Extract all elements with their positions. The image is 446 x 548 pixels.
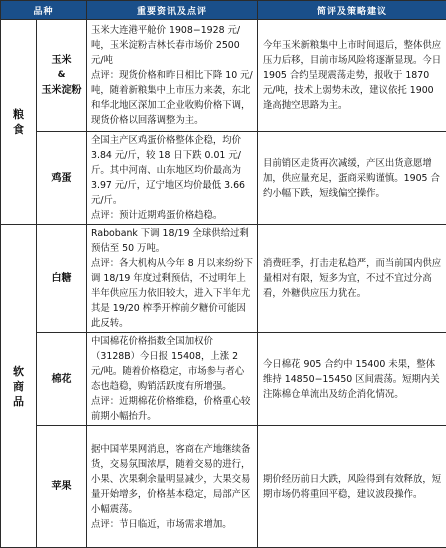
news-comment: 点评：近期棉花价格维稳，价格重心较前期小幅抬升。 — [91, 394, 253, 424]
variety-cell — [37, 225, 87, 333]
variety-name: 鸡蛋 — [52, 173, 72, 184]
news-paragraph: Rabobank 下调 18/19 全球供给过剩预估至 50 万吨。 — [91, 226, 253, 256]
variety-cell — [37, 333, 87, 426]
table-row — [1, 426, 446, 548]
news-comment: 点评：各大机构从今年 8 月以来纷纷下调 18/19 年度过剩预估，不过明年上半年供应压力依旧较大，进入下半年尤其是 19/20 榨季开榨前夕糖价可能因此反转。 — [91, 256, 253, 331]
table-row — [1, 333, 446, 426]
variety-name: 苹果 — [52, 481, 72, 492]
advice-cell: 目前销区走货再次减缓，产区出货意愿增加，供应量充足，蛋商采购谨慎。1905 合约小幅下跌，短线偏空操作。 — [258, 132, 446, 225]
table-row — [1, 132, 446, 225]
category-label: 粮食 — [13, 107, 25, 137]
news-cell — [87, 333, 258, 426]
table-header-row — [1, 1, 446, 20]
table-row — [1, 20, 446, 132]
variety-connector: & — [37, 68, 86, 83]
news-paragraph: 据中国苹果网消息，客商在产地继续备货，交易氛围浓厚，随着交易的进行，小果、次果剩余量明显减少，大果交易量开始增多，价格基本稳定，局部产区小幅震荡。 — [91, 442, 253, 517]
category-cell — [1, 225, 37, 548]
news-cell — [87, 225, 258, 333]
advice-cell: 消费旺季，打击走私趋严，而当前国内供应量相对有限，短多为宜，不过不宜过分高看，外糖供应压力犹在。 — [258, 225, 446, 333]
variety-name: 玉米 — [37, 53, 86, 68]
header-advice: 简评及策略建议 — [258, 1, 446, 20]
advice-cell: 今日棉花 905 合约中 15400 未果，整体维持 14850−15450 区间震荡。短期内关注陈棉仓单流出及纺企消化情况。 — [258, 333, 446, 426]
variety-cell — [37, 426, 87, 548]
news-comment: 点评：现货价格和昨日相比下降 10 元/吨，随着新粮集中上市压力来袭，东北和华北地区深加工企业收购价格下调，现货价格以回落调整为主。 — [91, 68, 253, 128]
category-cell — [1, 20, 37, 225]
header-variety: 品种 — [1, 1, 87, 20]
news-cell — [87, 426, 258, 548]
variety-name: 玉米淀粉 — [37, 83, 86, 98]
category-label: 软商品 — [13, 364, 25, 409]
news-paragraph: 全国主产区鸡蛋价格整体企稳，均价 3.84 元/斤，较 18 日下跌 0.01 元/斤。其中河南、山东地区均价最高为 3.97 元/斤，辽宁地区均价最低 3.66 元/斤。 — [91, 133, 253, 208]
news-comment: 点评：节日临近，市场需求增加。 — [91, 517, 253, 532]
variety-name: 棉花 — [52, 374, 72, 385]
advice-cell: 期价经历前日大跌，风险得到有效释放，短期市场仍将重回平稳，建议波段操作。 — [258, 426, 446, 548]
variety-cell — [37, 20, 87, 132]
advice-cell: 今年玉米新粮集中上市时间退后，整体供应压力后移，目前市场风险将逐渐显现。今日 1905 合约呈现震荡走势，报收于 1870 元/吨，技术上弱势未改，建议依托 1900 逢高抛空思路为主。 — [258, 20, 446, 132]
news-comment: 点评：预计近期鸡蛋价格趋稳。 — [91, 208, 253, 223]
news-cell — [87, 20, 258, 132]
news-cell — [87, 132, 258, 225]
variety-cell — [37, 132, 87, 225]
header-news: 重要资讯及点评 — [87, 1, 258, 20]
variety-name: 白糖 — [52, 273, 72, 284]
table-row — [1, 225, 446, 333]
news-paragraph: 中国棉花价格指数全国加权价（3128B）今日报 15408，上涨 2 元/吨。随着价格稳定，市场参与者心态也趋稳，购销活跃度有所增强。 — [91, 334, 253, 394]
news-paragraph: 玉米大连港平舱价 1908−1928 元/吨，玉米淀粉吉林长春市场价 2500 元/吨 — [91, 23, 253, 68]
